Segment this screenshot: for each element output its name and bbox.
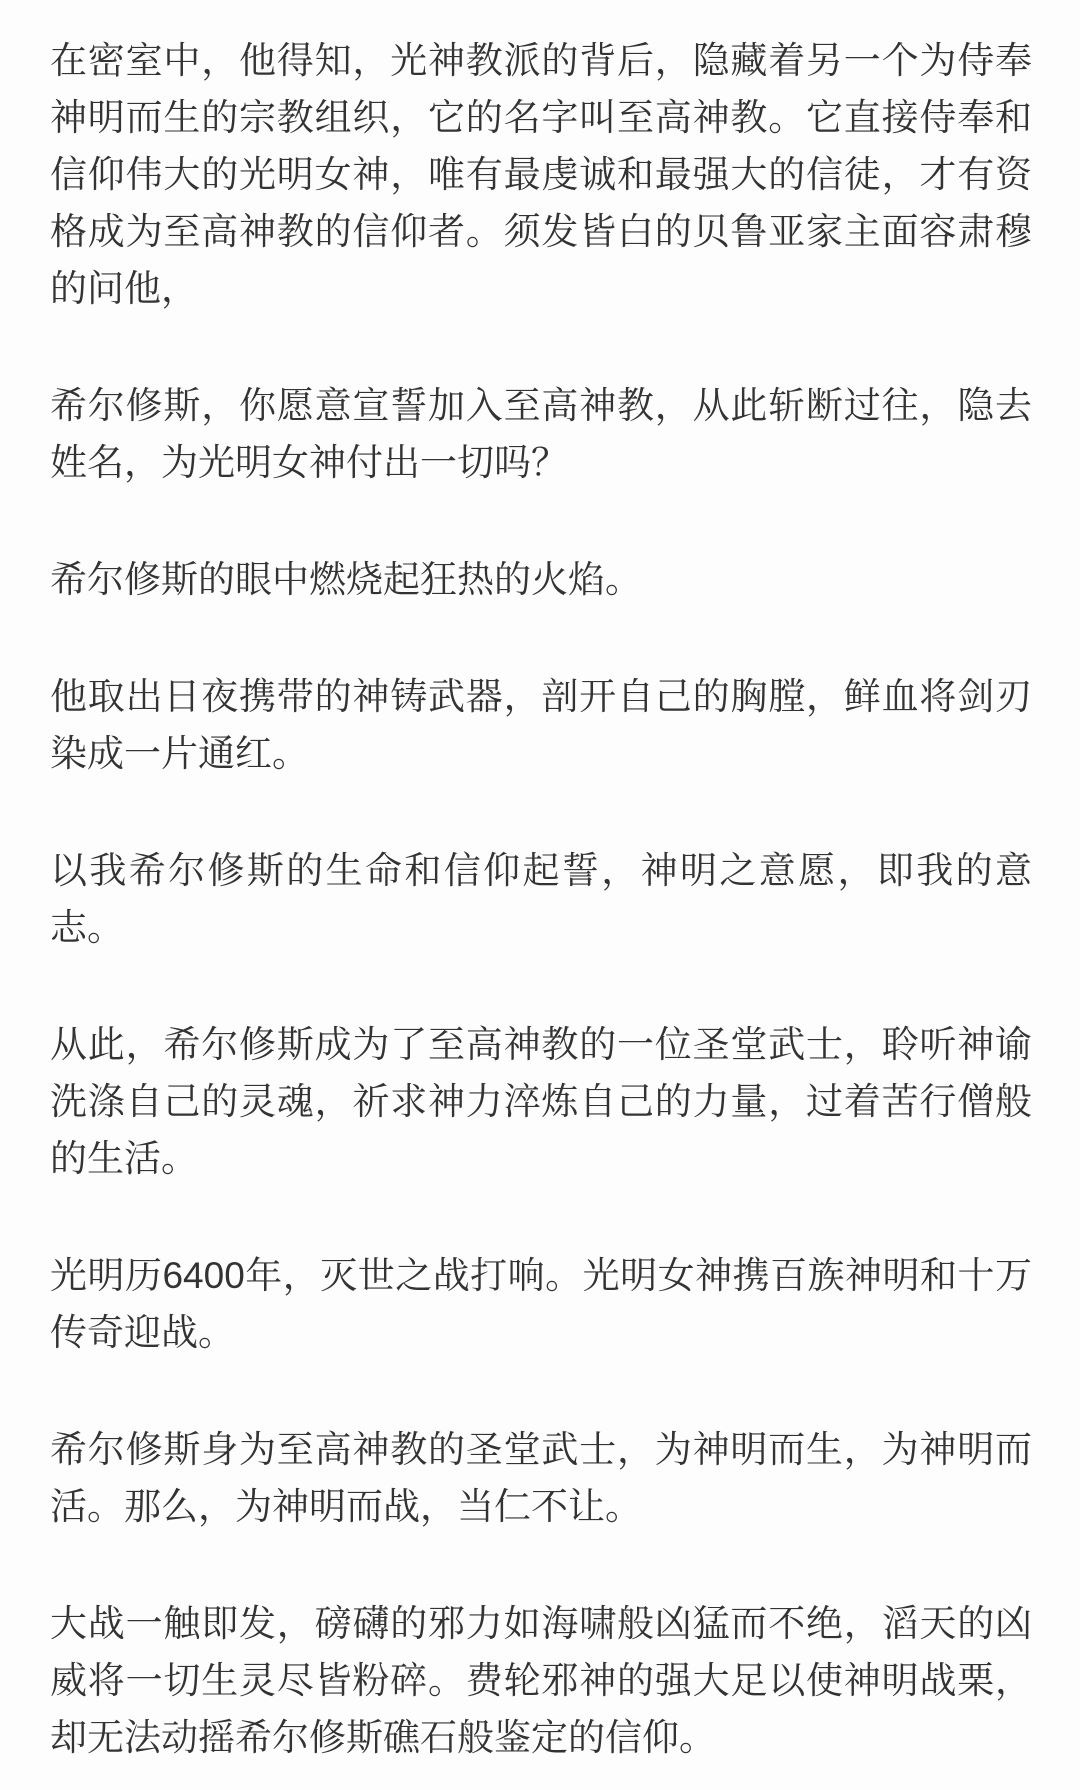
paragraph: 从此，希尔修斯成为了至高神教的一位圣堂武士，聆听神谕洗涤自己的灵魂，祈求神力淬炼自己的力量，过着苦行僧般的生活。 [50,1024,1032,1179]
paragraph: 他取出日夜携带的神铸武器，剖开自己的胸膛，鲜血将剑刃染成一片通红。 [50,676,1032,774]
paragraph: 大战一触即发，磅礴的邪力如海啸般凶猛而不绝，滔天的凶威将一切生灵尽皆粉碎。费轮邪神的强大足以使神明战栗，却无法动摇希尔修斯礁石般鉴定的信仰。 [50,1603,1032,1758]
paragraph: 希尔修斯，你愿意宣誓加入至高神教，从此斩断过往，隐去姓名，为光明女神付出一切吗？ [50,385,1032,483]
paragraph: 在密室中，他得知，光神教派的背后，隐藏着另一个为侍奉神明而生的宗教组织，它的名字叫至高神教。它直接侍奉和信仰伟大的光明女神，唯有最虔诚和最强大的信徒，才有资格成为至高神教的信仰者。须发皆白的贝鲁亚家主面容肃穆的问他， [50,40,1032,309]
paragraph: 光明历6400年，灭世之战打响。光明女神携百族神明和十万传奇迎战。 [50,1255,1032,1353]
paragraph: 希尔修斯的眼中燃烧起狂热的火焰。 [50,559,642,600]
paragraph: 希尔修斯身为至高神教的圣堂武士，为神明而生，为神明而活。那么，为神明而战，当仁不让。 [50,1429,1032,1527]
paragraph: 以我希尔修斯的生命和信仰起誓，神明之意愿，即我的意志。 [50,850,1032,948]
